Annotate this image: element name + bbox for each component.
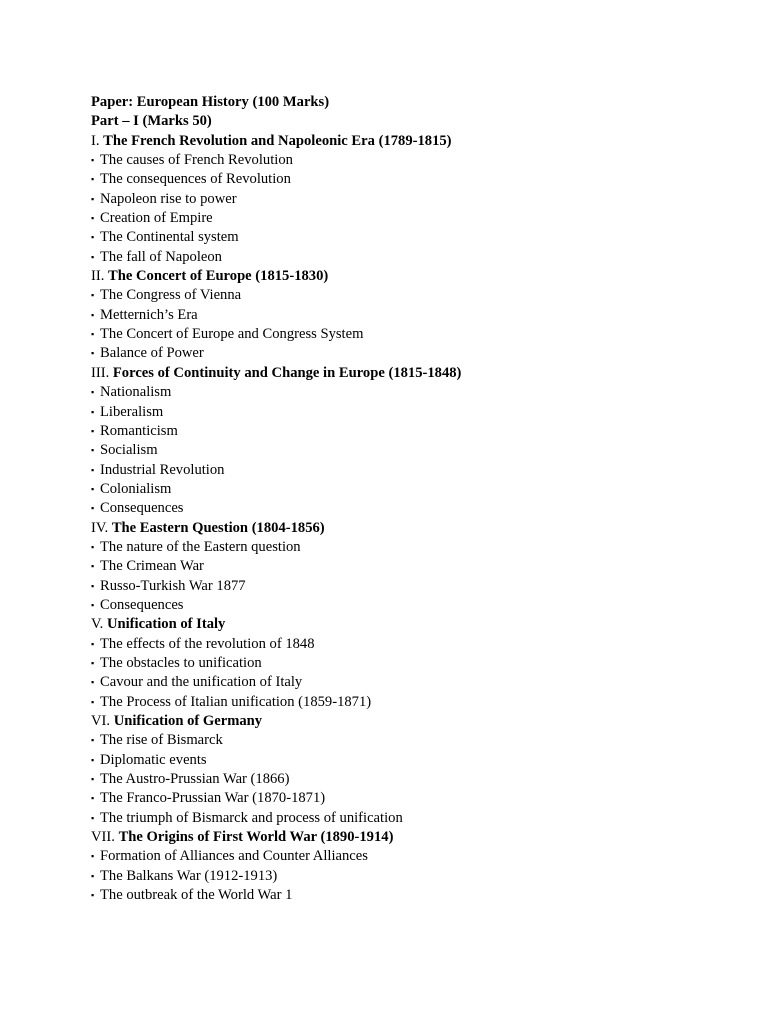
section-numeral: VI. xyxy=(91,713,111,729)
square-bullet-icon: ▪ xyxy=(91,793,95,804)
list-item xyxy=(91,480,731,499)
square-bullet-icon: ▪ xyxy=(91,890,95,901)
list-item-text: The Concert of Europe and Congress System xyxy=(100,326,364,343)
list-item xyxy=(91,847,731,866)
list-item-text: The fall of Napoleon xyxy=(100,248,222,265)
list-item-text: Colonialism xyxy=(100,480,172,497)
list-item-text: Consequences xyxy=(100,500,184,517)
list-item xyxy=(91,499,731,518)
list-item xyxy=(91,557,731,576)
list-item-text: The triumph of Bismarck and process of unification xyxy=(100,809,403,826)
section-numeral: I. xyxy=(91,132,100,149)
list-item-text: Consequences xyxy=(100,596,184,613)
document-page xyxy=(91,93,731,905)
square-bullet-icon: ▪ xyxy=(91,425,95,436)
square-bullet-icon: ▪ xyxy=(91,599,95,610)
list-item xyxy=(91,403,731,422)
list-item-text: Metternich’s Era xyxy=(100,306,198,323)
list-item-text: Nationalism xyxy=(100,384,172,401)
list-item xyxy=(91,635,731,654)
square-bullet-icon: ▪ xyxy=(91,677,95,688)
square-bullet-icon: ▪ xyxy=(91,503,95,514)
list-item xyxy=(91,441,731,460)
square-bullet-icon: ▪ xyxy=(91,696,95,707)
list-item xyxy=(91,461,731,480)
list-item xyxy=(91,789,731,808)
list-item-text: The obstacles to unification xyxy=(100,654,262,671)
list-item-text: Creation of Empire xyxy=(100,210,213,227)
list-item xyxy=(91,770,731,789)
section-numeral: III. xyxy=(91,364,110,381)
list-item xyxy=(91,383,731,402)
square-bullet-icon: ▪ xyxy=(91,812,95,823)
square-bullet-icon: ▪ xyxy=(91,329,95,340)
section-title: The French Revolution and Napoleonic Era (1789-1815) xyxy=(103,132,452,149)
section-title: The Eastern Question (1804-1856) xyxy=(111,519,325,536)
section-numeral: II. xyxy=(91,268,105,285)
list-item-text: The outbreak of the World War 1 xyxy=(100,887,293,904)
list-item-text: Cavour and the unification of Italy xyxy=(100,674,303,691)
section-heading xyxy=(91,828,731,847)
list-item xyxy=(91,596,731,615)
list-item xyxy=(91,344,731,363)
list-item-text: The Franco-Prussian War (1870-1871) xyxy=(100,790,326,807)
square-bullet-icon: ▪ xyxy=(91,464,95,475)
square-bullet-icon: ▪ xyxy=(91,174,95,185)
section-heading xyxy=(91,364,731,383)
section-numeral: VII. xyxy=(91,829,115,846)
list-item-text: Industrial Revolution xyxy=(100,461,225,478)
list-item-text: Romanticism xyxy=(100,422,178,439)
list-item xyxy=(91,248,731,267)
square-bullet-icon: ▪ xyxy=(91,232,95,243)
square-bullet-icon: ▪ xyxy=(91,561,95,572)
list-item-text: Diplomatic events xyxy=(100,751,207,768)
list-item xyxy=(91,886,731,905)
square-bullet-icon: ▪ xyxy=(91,348,95,359)
list-item-text: Napoleon rise to power xyxy=(100,190,237,207)
list-item xyxy=(91,538,731,557)
list-item-text: Liberalism xyxy=(100,403,164,420)
square-bullet-icon: ▪ xyxy=(91,387,95,398)
list-item xyxy=(91,654,731,673)
square-bullet-icon: ▪ xyxy=(91,155,95,166)
section-heading xyxy=(91,712,731,731)
square-bullet-icon: ▪ xyxy=(91,290,95,301)
list-item xyxy=(91,209,731,228)
section-title: The Origins of First World War (1890-1914) xyxy=(118,829,394,846)
list-item-text: Formation of Alliances and Counter Alliances xyxy=(100,848,368,865)
list-item xyxy=(91,673,731,692)
list-item xyxy=(91,422,731,441)
list-item-text: The consequences of Revolution xyxy=(100,171,291,188)
square-bullet-icon: ▪ xyxy=(91,251,95,262)
square-bullet-icon: ▪ xyxy=(91,580,95,591)
list-item-text: The Continental system xyxy=(100,229,239,246)
list-item xyxy=(91,809,731,828)
list-item-text: The nature of the Eastern question xyxy=(100,538,301,555)
section-title: Unification of Italy xyxy=(106,616,226,633)
list-item-text: The effects of the revolution of 1848 xyxy=(100,635,315,652)
section-title: The Concert of Europe (1815-1830) xyxy=(108,268,329,285)
list-item xyxy=(91,170,731,189)
square-bullet-icon: ▪ xyxy=(91,213,95,224)
square-bullet-icon: ▪ xyxy=(91,483,95,494)
list-item-text: The Congress of Vienna xyxy=(100,287,242,304)
square-bullet-icon: ▪ xyxy=(91,870,95,881)
square-bullet-icon: ▪ xyxy=(91,406,95,417)
list-item xyxy=(91,151,731,170)
list-item xyxy=(91,325,731,344)
list-item xyxy=(91,228,731,247)
paper-title: Paper: European History (100 Marks) xyxy=(91,94,330,110)
section-numeral: V. xyxy=(91,616,104,633)
list-item-text: The Austro-Prussian War (1866) xyxy=(100,771,290,788)
square-bullet-icon: ▪ xyxy=(91,735,95,746)
list-item-text: The rise of Bismarck xyxy=(100,732,223,749)
list-item-text: The Process of Italian unification (1859-1871) xyxy=(100,693,372,710)
square-bullet-icon: ▪ xyxy=(91,445,95,456)
square-bullet-icon: ▪ xyxy=(91,774,95,785)
list-item-text: Balance of Power xyxy=(100,345,204,362)
square-bullet-icon: ▪ xyxy=(91,851,95,862)
section-numeral: IV. xyxy=(91,519,109,536)
square-bullet-icon: ▪ xyxy=(91,309,95,320)
list-item xyxy=(91,286,731,305)
section-title: Forces of Continuity and Change in Europe (1815-1848) xyxy=(112,364,462,381)
list-item xyxy=(91,306,731,325)
square-bullet-icon: ▪ xyxy=(91,754,95,765)
square-bullet-icon: ▪ xyxy=(91,193,95,204)
section-heading xyxy=(91,132,731,151)
square-bullet-icon: ▪ xyxy=(91,541,95,552)
list-item-text: Russo-Turkish War 1877 xyxy=(100,577,246,594)
list-item xyxy=(91,693,731,712)
list-item xyxy=(91,731,731,750)
list-item-text: The Crimean War xyxy=(100,558,204,575)
square-bullet-icon: ▪ xyxy=(91,657,95,668)
section-heading xyxy=(91,615,731,634)
list-item xyxy=(91,577,731,596)
section-heading xyxy=(91,267,731,286)
section-title: Unification of Germany xyxy=(113,713,263,729)
part-heading: Part – I (Marks 50) xyxy=(91,113,212,130)
list-item xyxy=(91,190,731,209)
list-item-text: The causes of French Revolution xyxy=(100,152,293,169)
section-heading xyxy=(91,519,731,538)
list-item xyxy=(91,867,731,886)
list-item xyxy=(91,751,731,770)
sections-list xyxy=(91,132,731,906)
list-item-text: Socialism xyxy=(100,442,158,459)
square-bullet-icon: ▪ xyxy=(91,638,95,649)
list-item-text: The Balkans War (1912-1913) xyxy=(100,867,278,884)
